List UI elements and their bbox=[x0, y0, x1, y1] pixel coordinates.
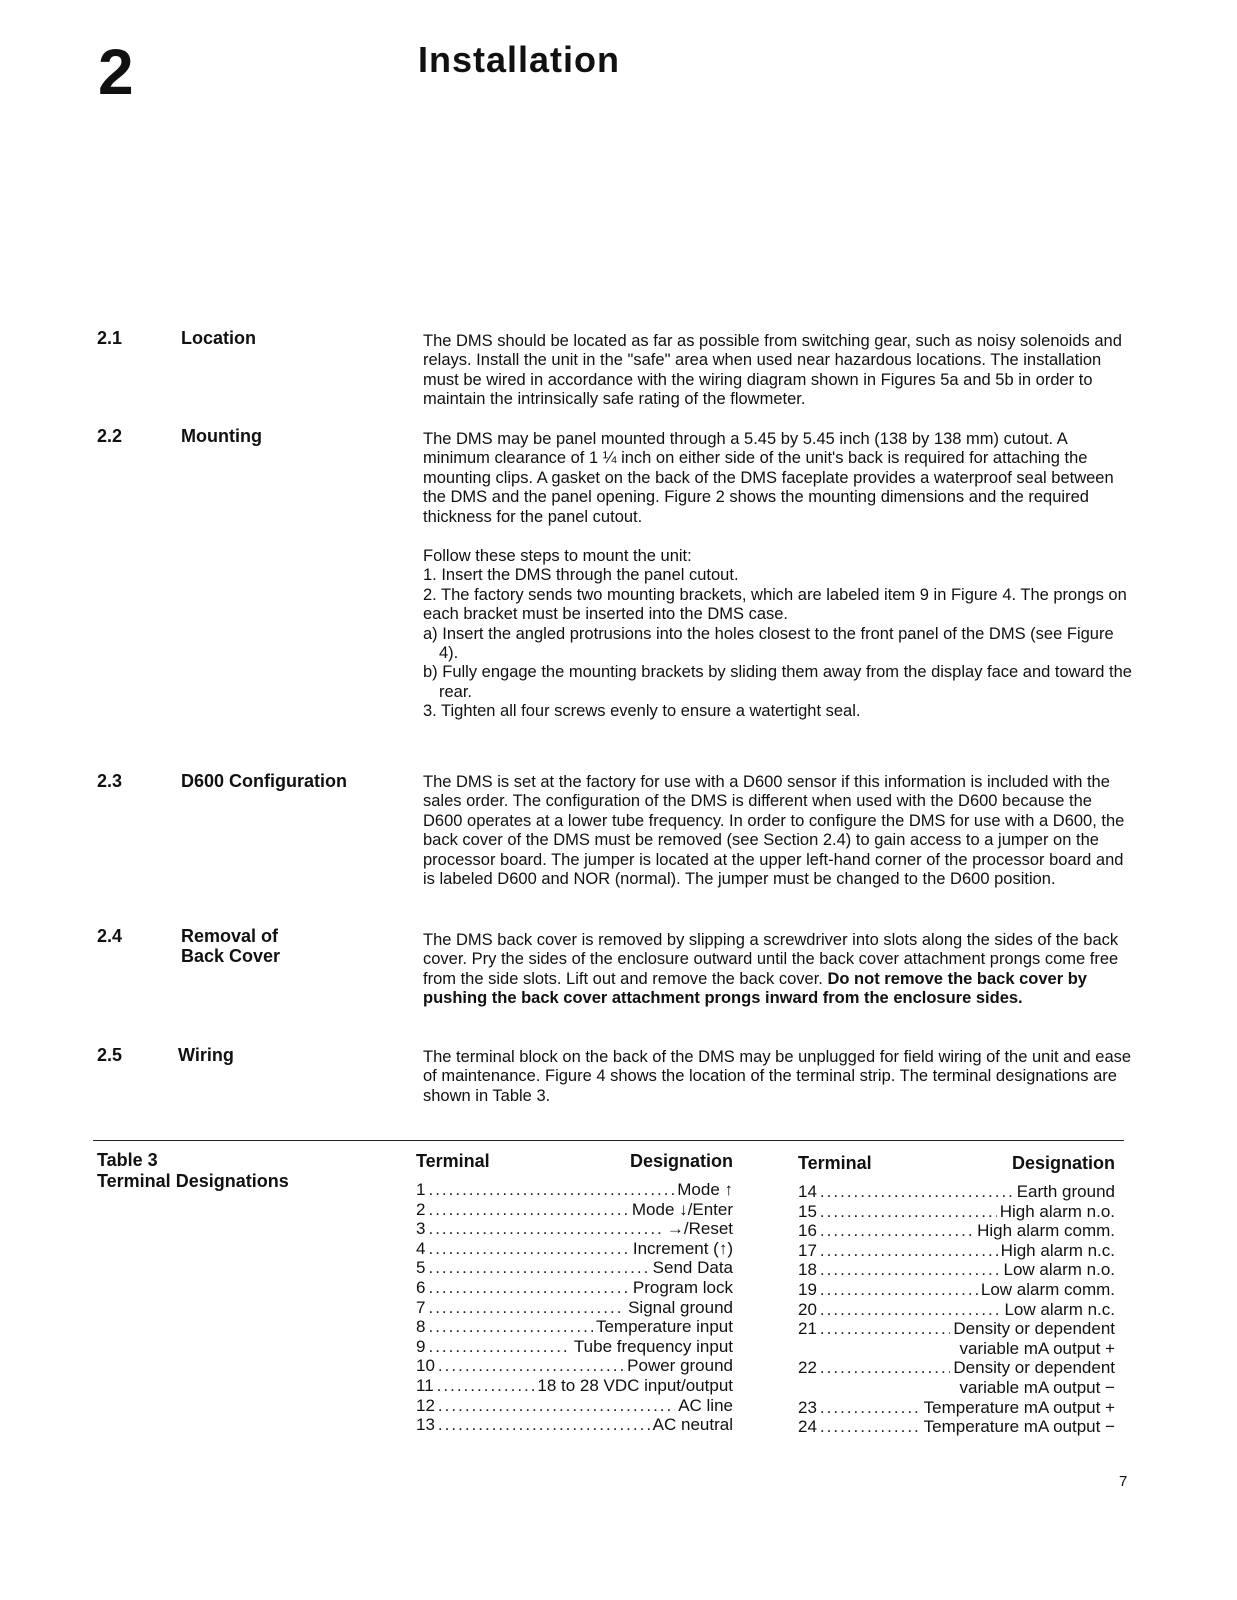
chapter-title: Installation bbox=[418, 39, 621, 80]
table-row bbox=[798, 1202, 1115, 1222]
chapter-number: 2 bbox=[98, 36, 134, 108]
table-caption bbox=[97, 1150, 289, 1192]
dot-leader bbox=[428, 1337, 570, 1357]
section-title: Location bbox=[181, 328, 256, 348]
dot-leader bbox=[820, 1241, 998, 1261]
terminal-designation: Power ground bbox=[627, 1356, 733, 1376]
terminal-designation: Density or dependent bbox=[953, 1358, 1115, 1378]
table-row bbox=[798, 1182, 1115, 1202]
table-row bbox=[798, 1221, 1115, 1241]
section-body bbox=[423, 430, 1135, 722]
step-2: 2. The factory sends two mounting brackets, which are labeled item 9 in Figure 4. The prongs on each bracket must be inserted into the DMS case. bbox=[423, 585, 1127, 624]
section-body bbox=[423, 1048, 1135, 1106]
table-row bbox=[416, 1376, 733, 1396]
warning-text: Do not remove the back cover by pushing the back cover attachment prongs inward from the enclosure sides. bbox=[423, 969, 1087, 1008]
terminal-designation: Increment (↑) bbox=[632, 1238, 733, 1258]
section-title-line: Removal of bbox=[181, 926, 279, 946]
section-number: 2.3 bbox=[97, 771, 123, 791]
terminal-designation: Earth ground bbox=[1016, 1182, 1115, 1201]
section-body bbox=[423, 931, 1135, 1009]
table-row bbox=[798, 1260, 1115, 1280]
table-row bbox=[416, 1396, 733, 1416]
header-terminal: Terminal bbox=[798, 1153, 872, 1173]
terminal-designation: Program lock bbox=[632, 1277, 733, 1297]
dot-leader bbox=[820, 1398, 921, 1418]
table-row bbox=[416, 1219, 733, 1239]
table-divider bbox=[93, 1140, 1124, 1141]
section-title: Wiring bbox=[178, 1045, 234, 1065]
terminal-designation: →/Reset bbox=[666, 1219, 733, 1239]
terminal-number: 2 bbox=[416, 1199, 426, 1219]
step-3: 3. Tighten all four screws evenly to ensure a watertight seal. bbox=[423, 702, 861, 721]
terminal-number: 24 bbox=[798, 1417, 817, 1437]
table-row bbox=[798, 1417, 1115, 1437]
terminal-designation: Low alarm n.c. bbox=[1004, 1299, 1115, 1319]
section-body bbox=[423, 773, 1135, 889]
terminal-number: 22 bbox=[798, 1358, 817, 1378]
step-2b: b) Fully engage the mounting brackets by sliding them away from the display face and toward the rear. bbox=[423, 663, 1132, 701]
paragraph-text: The DMS back cover is removed by slipping a screwdriver into slots along the sides of the back cover. Pry the sides of the enclosure outward until the back cover attachment prongs come free from the side slots. Lift out and remove the back cover. bbox=[423, 931, 1119, 988]
dot-leader bbox=[428, 1180, 674, 1200]
section-title: Mounting bbox=[181, 426, 262, 446]
table-row bbox=[416, 1415, 733, 1435]
table-row bbox=[798, 1358, 1115, 1378]
table-row bbox=[798, 1300, 1115, 1320]
paragraph: The DMS may be panel mounted through a 5.45 by 5.45 inch (138 by 138 mm) cutout. A minimum clearance of 1 ¼ inch on either side of the unit's back is required for attaching the mounting clips. A gasket on the back of the DMS faceplate provides a waterproof seal between the DMS and the panel opening. Figure 2 shows the mounting dimensions and the required thickness for the panel cutout. bbox=[423, 430, 1114, 526]
paragraph: The terminal block on the back of the DMS may be unplugged for field wiring of the unit and ease of maintenance. Figure 4 shows the location of the terminal strip. The terminal designations are shown in Table 3. bbox=[423, 1048, 1132, 1105]
section-number: 2.4 bbox=[97, 926, 123, 946]
terminal-designation: AC line bbox=[678, 1395, 733, 1415]
dot-leader bbox=[428, 1317, 593, 1337]
dot-leader bbox=[820, 1417, 921, 1437]
terminal-designation: Send Data bbox=[652, 1258, 733, 1278]
terminal-column-left bbox=[416, 1150, 733, 1435]
page-number: 7 bbox=[1119, 1473, 1128, 1490]
terminal-designation: Mode ↑ bbox=[677, 1180, 733, 1199]
terminal-number: 16 bbox=[798, 1221, 817, 1241]
terminal-number: 17 bbox=[798, 1240, 817, 1260]
section-title-line: Back Cover bbox=[181, 946, 281, 966]
terminal-number: 19 bbox=[798, 1279, 817, 1299]
terminal-number: 13 bbox=[416, 1415, 435, 1435]
dot-leader bbox=[820, 1280, 978, 1300]
dot-leader bbox=[820, 1358, 950, 1378]
terminal-designation: High alarm n.o. bbox=[999, 1201, 1115, 1221]
terminal-number: 4 bbox=[416, 1238, 426, 1258]
table-row bbox=[798, 1398, 1115, 1418]
dot-leader bbox=[820, 1300, 1002, 1320]
table-row bbox=[798, 1280, 1115, 1300]
table-row bbox=[798, 1241, 1115, 1261]
terminal-number: 18 bbox=[798, 1260, 817, 1280]
terminal-designation: Density or dependent bbox=[953, 1319, 1115, 1339]
terminal-designation: Temperature mA output + bbox=[923, 1397, 1115, 1417]
dot-leader bbox=[428, 1239, 629, 1259]
terminal-designation: Temperature mA output − bbox=[923, 1417, 1115, 1437]
step-2a: a) Insert the angled protrusions into the holes closest to the front panel of the DMS (see Figure 4). bbox=[423, 624, 1114, 663]
header-terminal: Terminal bbox=[416, 1151, 490, 1171]
dot-leader bbox=[820, 1260, 1001, 1280]
terminal-number: 9 bbox=[416, 1336, 426, 1356]
terminal-designation-continued: variable mA output + bbox=[959, 1338, 1115, 1358]
table-row bbox=[416, 1239, 733, 1259]
header-designation: Designation bbox=[629, 1151, 733, 1171]
dot-leader bbox=[428, 1219, 663, 1239]
terminal-number: 7 bbox=[416, 1297, 426, 1317]
section-body bbox=[423, 332, 1135, 410]
section-title bbox=[181, 926, 401, 966]
terminal-designation: Mode ↓/Enter bbox=[631, 1199, 733, 1219]
terminal-number: 20 bbox=[798, 1299, 817, 1319]
table-header bbox=[798, 1152, 1115, 1174]
terminal-number: 23 bbox=[798, 1397, 817, 1417]
terminal-designation: Low alarm comm. bbox=[980, 1279, 1115, 1299]
steps-intro: Follow these steps to mount the unit: bbox=[423, 547, 692, 566]
terminal-rows bbox=[798, 1182, 1115, 1437]
dot-leader bbox=[428, 1298, 625, 1318]
table-title: Terminal Designations bbox=[97, 1171, 289, 1191]
dot-leader bbox=[428, 1258, 649, 1278]
terminal-designation-continued: variable mA output − bbox=[959, 1377, 1115, 1397]
terminal-number: 15 bbox=[798, 1201, 817, 1221]
terminal-number: 12 bbox=[416, 1395, 435, 1415]
terminal-number: 8 bbox=[416, 1317, 426, 1337]
table-row bbox=[416, 1180, 733, 1200]
terminal-designation: AC neutral bbox=[652, 1415, 733, 1435]
terminal-designation: Signal ground bbox=[628, 1297, 733, 1317]
section-number: 2.2 bbox=[97, 426, 123, 446]
step-1: 1. Insert the DMS through the panel cutout. bbox=[423, 566, 739, 585]
terminal-number: 1 bbox=[416, 1180, 426, 1199]
paragraph: The DMS is set at the factory for use with a D600 sensor if this information is included with the sales order. The configuration of the DMS is different when used with the D600 because the D600 operates at a lower tube frequency. In order to configure the DMS for use with a D600, the back cover of the DMS must be removed (see Section 2.4) to gain access to a jumper on the processor board. The jumper is located at the upper left-hand corner of the processor board and is labeled D600 and NOR (normal). The jumper must be changed to the D600 position. bbox=[423, 773, 1125, 889]
dot-leader bbox=[438, 1356, 624, 1376]
section-number: 2.5 bbox=[97, 1045, 123, 1065]
terminal-number: 10 bbox=[416, 1356, 435, 1376]
paragraph bbox=[423, 931, 1135, 1009]
dot-leader bbox=[428, 1200, 628, 1220]
dot-leader bbox=[438, 1396, 675, 1416]
dot-leader bbox=[428, 1278, 629, 1298]
terminal-number: 5 bbox=[416, 1258, 426, 1278]
table-row bbox=[416, 1356, 733, 1376]
dot-leader bbox=[820, 1221, 974, 1241]
terminal-designation: 18 to 28 VDC input/output bbox=[537, 1375, 733, 1395]
dot-leader bbox=[438, 1415, 650, 1435]
table-row bbox=[416, 1337, 733, 1357]
section-title: D600 Configuration bbox=[181, 771, 348, 791]
table-row bbox=[416, 1258, 733, 1278]
table-number: Table 3 bbox=[97, 1150, 158, 1170]
terminal-designation: Temperature input bbox=[595, 1317, 733, 1337]
dot-leader bbox=[820, 1202, 997, 1222]
dot-leader bbox=[820, 1319, 950, 1339]
terminal-number: 11 bbox=[416, 1375, 434, 1395]
dot-leader bbox=[437, 1376, 535, 1396]
dot-leader bbox=[820, 1182, 1014, 1202]
terminal-designation: Low alarm n.o. bbox=[1003, 1260, 1115, 1280]
terminal-designation: Tube frequency input bbox=[573, 1336, 733, 1356]
table-row bbox=[416, 1298, 733, 1318]
terminal-number: 3 bbox=[416, 1219, 426, 1239]
paragraph: The DMS should be located as far as possible from switching gear, such as noisy solenoids and relays. Install the unit in the "safe" area when used near hazardous locations. The installation must be wired in accordance with the wiring diagram shown in Figures 5a and 5b in order to maintain the intrinsically safe rating of the flowmeter. bbox=[423, 332, 1122, 409]
section-number: 2.1 bbox=[97, 328, 123, 348]
terminal-column-right bbox=[798, 1152, 1115, 1437]
terminal-rows bbox=[416, 1180, 733, 1435]
table-row bbox=[416, 1317, 733, 1337]
terminal-number: 14 bbox=[798, 1182, 817, 1201]
terminal-designation: High alarm comm. bbox=[977, 1221, 1115, 1241]
terminal-designation: High alarm n.c. bbox=[1000, 1240, 1115, 1260]
table-header bbox=[416, 1150, 733, 1172]
table-row bbox=[798, 1319, 1115, 1339]
terminal-number: 6 bbox=[416, 1277, 426, 1297]
table-row bbox=[416, 1278, 733, 1298]
terminal-number: 21 bbox=[798, 1319, 817, 1339]
table-row bbox=[416, 1200, 733, 1220]
header-designation: Designation bbox=[1011, 1153, 1115, 1173]
